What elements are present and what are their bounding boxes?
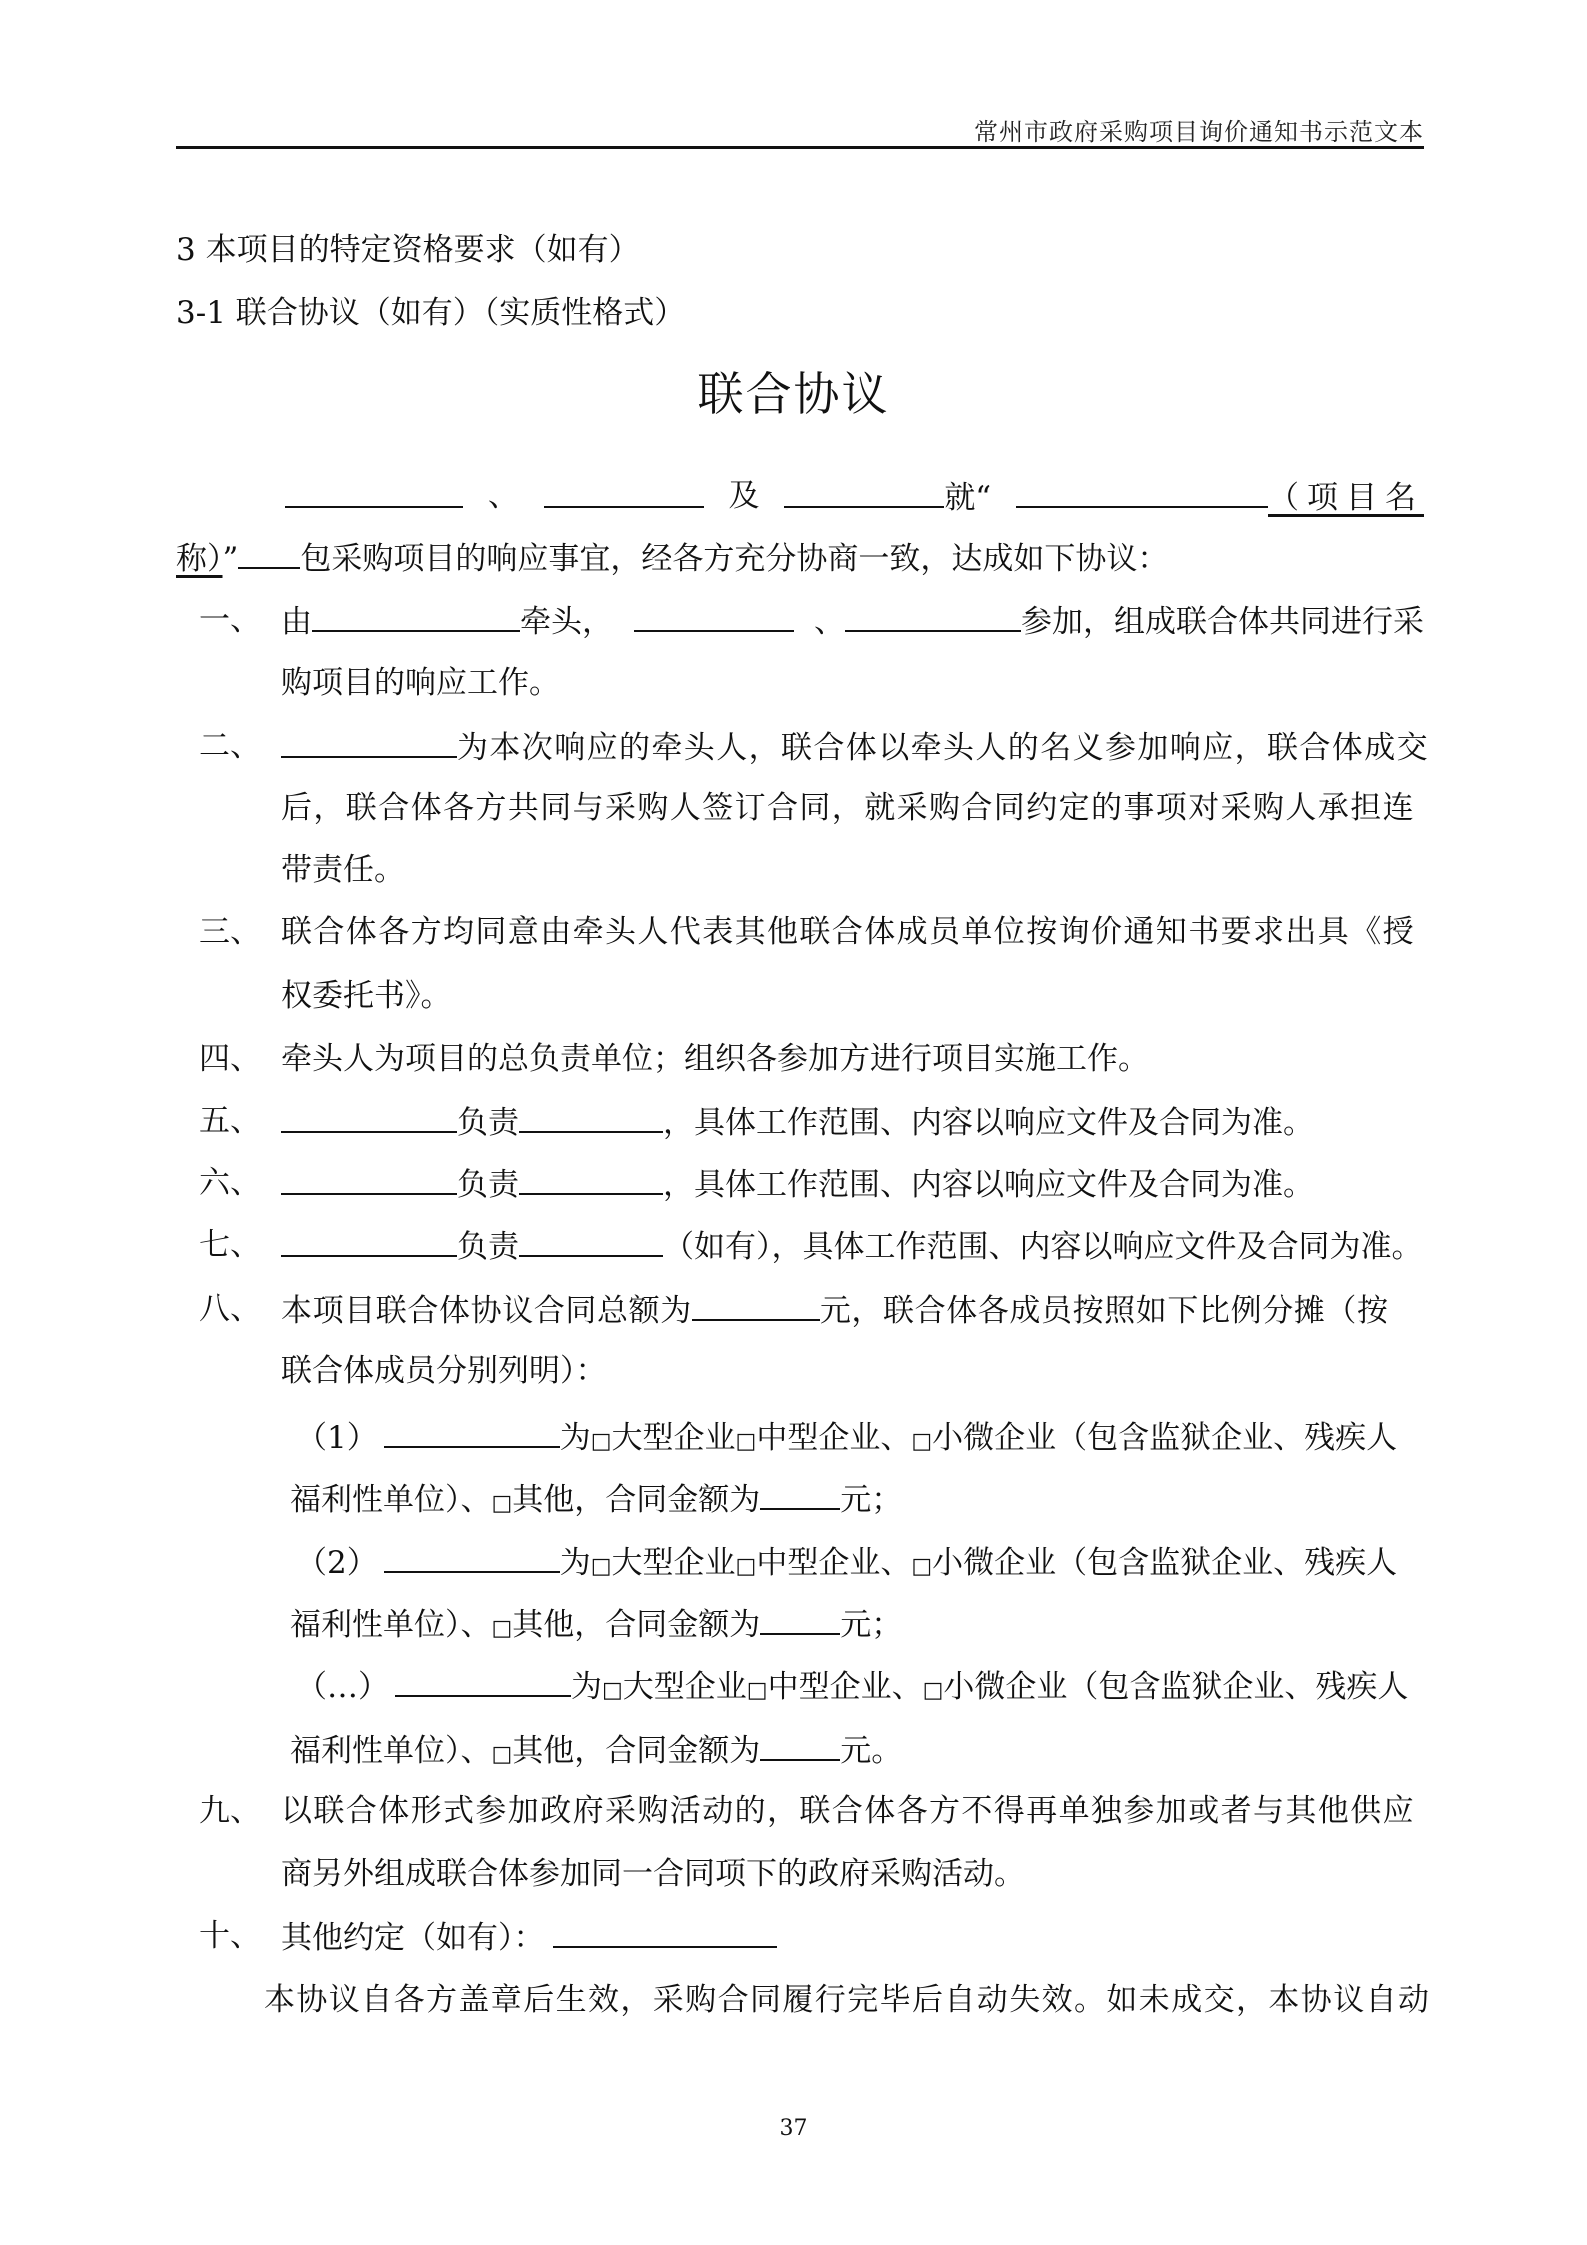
member-blank[interactable] (634, 600, 794, 632)
member-text: 。 (871, 1733, 903, 1769)
party-blank[interactable] (281, 1163, 457, 1195)
party-b-blank[interactable] (544, 476, 704, 508)
lot-blank[interactable] (238, 537, 300, 569)
member-text: 元 (840, 1607, 872, 1643)
clause-text: 其他约定（如有）： (281, 1920, 545, 1956)
intro-sep: 、 (487, 478, 519, 514)
member-text: 元 (840, 1482, 872, 1518)
clause-num: 二、 (199, 728, 261, 764)
member-label: （…） (296, 1669, 389, 1705)
member-text: 大型企业 (611, 1545, 736, 1581)
member-amount-blank[interactable] (760, 1478, 840, 1510)
checkbox-medium[interactable]: □ (735, 1429, 757, 1454)
member-text: 中型企业、 (756, 1545, 912, 1581)
clause-num: 三、 (199, 914, 261, 950)
member-amount-blank[interactable] (760, 1729, 840, 1761)
project-name-label-cont: 称） (176, 541, 223, 577)
member-text: 中型企业、 (756, 1420, 912, 1456)
member-text: 小微企业（包含监狱企业、残疾人 (943, 1669, 1409, 1705)
checkbox-large[interactable]: □ (590, 1554, 612, 1579)
party-a-blank[interactable] (285, 476, 463, 508)
clause-num: 四、 (199, 1041, 261, 1077)
clause-num: 九、 (199, 1793, 261, 1829)
member-text: 其他，合同金额为 (512, 1733, 761, 1769)
member-text: 福利性单位）、 (290, 1733, 492, 1769)
member-text: 为 (559, 1545, 591, 1581)
clause-text: 由 (281, 604, 312, 640)
clause-9-line-2: 商另外组成联合体参加同一合同项下的政府采购活动。 (281, 1856, 1025, 1892)
clause-num: 五、 (199, 1103, 261, 1139)
member-text: ； (871, 1482, 903, 1518)
clause-2-line-3: 带责任。 (281, 852, 405, 888)
checkbox-small[interactable]: □ (911, 1429, 933, 1454)
member-text: 小微企业（包含监狱企业、残疾人 (932, 1545, 1398, 1581)
clause-3-line-2: 权委托书》。 (281, 978, 452, 1014)
member-text: ； (871, 1607, 903, 1643)
party-c-blank[interactable] (784, 476, 944, 508)
clause-4: 牵头人为项目的总负责单位；组织各参加方进行项目实施工作。 (281, 1041, 1149, 1077)
clause-num: 八、 (199, 1291, 261, 1327)
checkbox-small[interactable]: □ (922, 1678, 944, 1703)
clause-9-line-1: 以联合体形式参加政府采购活动的，联合体各方不得再单独参加或者与其他供应 (281, 1793, 1415, 1829)
intro-line-2 (176, 537, 1168, 579)
member-label: （2） (296, 1545, 378, 1581)
clause-text: 为本次响应的牵头人，联合体以牵头人的名义参加响应，联合体成交 (457, 730, 1429, 766)
member-3-line-1 (296, 1665, 1408, 1711)
checkbox-other[interactable]: □ (491, 1742, 513, 1767)
intro-regarding: 就“ (944, 480, 992, 516)
clause-num: 十、 (199, 1918, 261, 1954)
quote-close: ” (222, 541, 239, 577)
member-text: 为 (571, 1669, 602, 1705)
member-1-line-2 (290, 1478, 902, 1524)
member-name-blank[interactable] (384, 1416, 560, 1448)
party-blank[interactable] (281, 1225, 457, 1257)
checkbox-small[interactable]: □ (911, 1554, 933, 1579)
scope-blank[interactable] (519, 1163, 663, 1195)
clause-num: 一、 (199, 602, 261, 638)
clause-text: ，具体工作范围、内容以响应文件及合同为准。 (663, 1167, 1314, 1203)
member-3-line-2 (290, 1729, 902, 1775)
lead-party-blank[interactable] (312, 600, 520, 632)
clause-text: 参加，组成联合体共同进行采 (1021, 604, 1424, 640)
clause-1-line-2: 购项目的响应工作。 (281, 665, 560, 701)
member-text: 大型企业 (622, 1669, 747, 1705)
clause-7 (281, 1225, 1423, 1267)
checkbox-large[interactable]: □ (590, 1429, 612, 1454)
checkbox-other[interactable]: □ (491, 1616, 513, 1641)
member-blank[interactable] (845, 600, 1021, 632)
lead-party-blank[interactable] (281, 726, 457, 758)
other-terms-blank[interactable] (553, 1916, 777, 1948)
member-2-line-2 (290, 1603, 902, 1649)
clause-3-line-1: 联合体各方均同意由牵头人代表其他联合体成员单位按询价通知书要求出具《授 (281, 914, 1415, 950)
project-name-blank[interactable] (1016, 476, 1268, 508)
member-text: 其他，合同金额为 (512, 1482, 761, 1518)
clause-text: 负责 (457, 1229, 519, 1265)
scope-blank[interactable] (519, 1101, 663, 1133)
running-header: 常州市政府采购项目询价通知书示范文本 (974, 118, 1424, 146)
intro-line-1 (285, 476, 1424, 518)
scope-blank[interactable] (519, 1225, 663, 1257)
clause-6 (281, 1163, 1314, 1205)
checkbox-medium[interactable]: □ (735, 1554, 757, 1579)
clause-text: 负责 (457, 1167, 519, 1203)
clause-num: 七、 (199, 1227, 261, 1263)
clause-10 (281, 1916, 777, 1958)
member-text: 小微企业（包含监狱企业、残疾人 (932, 1420, 1398, 1456)
page-number: 37 (779, 2116, 808, 2141)
clause-text: 负责 (457, 1105, 519, 1141)
member-text: 元 (840, 1733, 872, 1769)
document-title: 联合协议 (697, 367, 890, 421)
member-name-blank[interactable] (395, 1665, 571, 1697)
member-text: 福利性单位）、 (290, 1482, 492, 1518)
member-text: 为 (559, 1420, 591, 1456)
clause-1-line-1 (281, 600, 1424, 642)
member-text: 中型企业、 (767, 1669, 923, 1705)
clause-5 (281, 1101, 1314, 1143)
project-name-label: （项目名 (1268, 480, 1424, 516)
member-text: 福利性单位）、 (290, 1607, 492, 1643)
checkbox-medium[interactable]: □ (746, 1678, 768, 1703)
member-2-line-1 (296, 1541, 1397, 1587)
section-heading: 3 本项目的特定资格要求（如有） (176, 232, 640, 268)
checkbox-other[interactable]: □ (491, 1491, 513, 1516)
clause-num: 六、 (199, 1165, 261, 1201)
member-text: 其他，合同金额为 (512, 1607, 761, 1643)
intro-and: 及 (728, 478, 760, 514)
clause-text: 本项目联合体协议合同总额为 (281, 1293, 692, 1329)
member-amount-blank[interactable] (760, 1603, 840, 1635)
clause-2-line-1 (281, 726, 1429, 768)
member-text: 大型企业 (611, 1420, 736, 1456)
clause-text: 、 (814, 604, 845, 640)
header-rule (176, 146, 1424, 149)
section-subheading: 3-1 联合协议（如有）（实质性格式） (176, 295, 686, 331)
clause-2-line-2: 后，联合体各方共同与采购人签订合同，就采购合同约定的事项对采购人承担连 (281, 790, 1415, 826)
clause-text: 元，联合体各成员按照如下比例分摊（按 (819, 1293, 1389, 1329)
member-1-line-1 (296, 1416, 1397, 1462)
clause-text: （如有），具体工作范围、内容以响应文件及合同为准。 (663, 1229, 1423, 1265)
clause-text: ，具体工作范围、内容以响应文件及合同为准。 (663, 1105, 1314, 1141)
clause-text: 牵头， (520, 604, 613, 640)
party-blank[interactable] (281, 1101, 457, 1133)
intro-rest: 包采购项目的响应事宜，经各方充分协商一致，达成如下协议： (300, 541, 1169, 577)
member-name-blank[interactable] (384, 1541, 560, 1573)
closing-paragraph: 本协议自各方盖章后生效，采购合同履行完毕后自动失效。如未成交，本协议自动 (264, 1982, 1431, 2018)
clause-8-line-1 (281, 1289, 1389, 1331)
clause-8-line-2: 联合体成员分别列明）： (281, 1353, 607, 1389)
checkbox-large[interactable]: □ (602, 1678, 623, 1703)
member-label: （1） (296, 1420, 378, 1456)
total-amount-blank[interactable] (692, 1289, 820, 1321)
